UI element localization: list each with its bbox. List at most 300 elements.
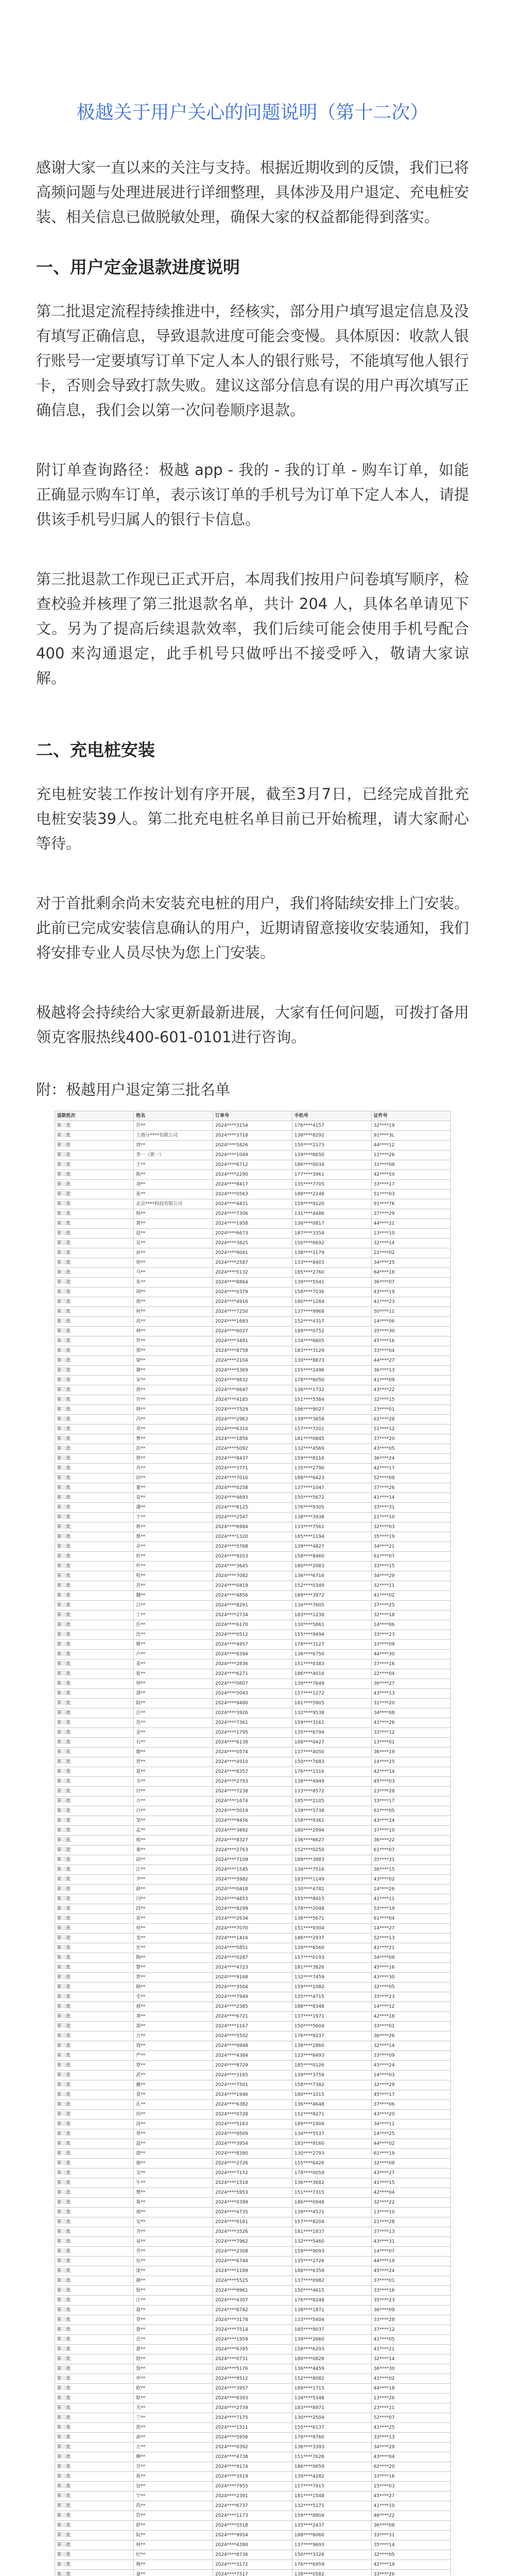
cell-name: 章**	[134, 2315, 213, 2325]
table-row	[55, 2257, 450, 2266]
cell-phone: 176****4157	[292, 1121, 371, 1131]
cell-order-no: 2024****7172	[213, 2168, 292, 2178]
table-row	[55, 1121, 450, 1131]
cell-phone: 137****9693	[292, 2540, 371, 2550]
cell-id-no: 50****11	[371, 1307, 450, 1317]
cell-id-no: 41****26	[371, 1718, 450, 1728]
cell-order-no: 2024****6310	[213, 1425, 292, 1434]
cell-order-no: 2024****8357	[213, 1767, 292, 1777]
cell-order-no: 2024****1958	[213, 1219, 292, 1229]
cell-order-no: 2024****5518	[213, 2521, 292, 2531]
cell-batch: 第三批	[55, 2384, 134, 2394]
cell-phone: 138****8292	[292, 1131, 371, 1141]
cell-order-no: 2024****7070	[213, 1924, 292, 1934]
cell-order-no: 2024****5176	[213, 2364, 292, 2374]
cell-phone: 157****7201	[292, 1425, 371, 1434]
cell-id-no: 13****26	[371, 2394, 450, 2403]
cell-phone: 176****1316	[292, 1767, 371, 1777]
cell-id-no: 41****09	[371, 1376, 450, 1385]
cell-order-no: 2024****1511	[213, 2423, 292, 2433]
cell-id-no: 34****29	[371, 2443, 450, 2452]
cell-order-no: 2024****3165	[213, 2071, 292, 2080]
cell-order-no: 2024****9832	[213, 1376, 292, 1385]
cell-phone: 137****1047	[292, 1483, 371, 1493]
cell-name: 蒋**	[134, 1522, 213, 1532]
cell-phone: 135****2437	[292, 2521, 371, 2531]
cell-id-no: 32****14	[371, 2041, 450, 2051]
cell-order-no: 2024****5092	[213, 1444, 292, 1454]
cell-order-no: 2024****8393	[213, 2394, 292, 2403]
cell-batch: 第三批	[55, 1150, 134, 1160]
cell-batch: 第三批	[55, 1571, 134, 1581]
cell-phone: 136****1732	[292, 1385, 371, 1395]
cell-phone: 136****5671	[292, 1914, 371, 1924]
table-row	[55, 1180, 450, 1190]
cell-batch: 第三批	[55, 1229, 134, 1239]
cell-batch: 第三批	[55, 1757, 134, 1767]
cell-id-no: 41****14	[371, 1493, 450, 1503]
cell-order-no: 2024****1683	[213, 1317, 292, 1327]
cell-name: 郭**	[134, 1297, 213, 1307]
table-row	[55, 1669, 450, 1679]
cell-id-no: 62****20	[371, 2462, 450, 2472]
cell-batch: 第三批	[55, 1327, 134, 1336]
cell-phone: 134****6605	[292, 1336, 371, 1346]
table-header-row	[55, 1111, 450, 1121]
cell-id-no: 33****28	[371, 2315, 450, 2325]
table-row	[55, 1728, 450, 1738]
cell-name: 廖**	[134, 1748, 213, 1757]
cell-order-no: 2024****9954	[213, 2531, 292, 2540]
cell-phone: 130****5861	[292, 1620, 371, 1630]
cell-phone: 136****3393	[292, 2443, 371, 2452]
cell-name: 聂**	[134, 2306, 213, 2315]
cell-order-no: 2024****6737	[213, 2501, 292, 2511]
cell-order-no: 2024****7238	[213, 1787, 292, 1797]
header-id-no: 证件号	[371, 1111, 450, 1121]
cell-order-no: 2024****0392	[213, 2443, 292, 2452]
cell-id-no: 33****26	[371, 2570, 450, 2576]
cell-order-no: 2024****8736	[213, 2550, 292, 2560]
cell-id-no: 61****07	[371, 1552, 450, 1562]
cell-batch: 第三批	[55, 2227, 134, 2237]
cell-batch: 第三批	[55, 2198, 134, 2208]
cell-order-no: 2024****2734	[213, 1611, 292, 1620]
cell-name: 孙**	[134, 1248, 213, 1258]
table-row	[55, 2159, 450, 2168]
cell-order-no: 2024****3718	[213, 1131, 292, 1141]
table-row	[55, 2149, 450, 2159]
table-row	[55, 2110, 450, 2120]
header-name: 姓名	[134, 1111, 213, 1121]
cell-name: 甘**	[134, 2462, 213, 2472]
table-row	[55, 1395, 450, 1405]
cell-id-no: 43****24	[371, 1816, 450, 1826]
table-row	[55, 1914, 450, 1924]
cell-id-no: 14****26	[371, 1885, 450, 1894]
table-row	[55, 1493, 450, 1503]
cell-batch: 第三批	[55, 1522, 134, 1532]
cell-batch: 第三批	[55, 2511, 134, 2521]
cell-phone: 150****5672	[292, 1493, 371, 1503]
cell-order-no: 2024****1959	[213, 2335, 292, 2345]
cell-batch: 第三批	[55, 1992, 134, 2002]
cell-phone: 152****8271	[292, 2110, 371, 2120]
cell-name: 邵**	[134, 2022, 213, 2031]
cell-phone: 155****9494	[292, 1630, 371, 1640]
cell-batch: 第三批	[55, 2002, 134, 2012]
table-row	[55, 1219, 450, 1229]
cell-name: 严**	[134, 2051, 213, 2061]
cell-id-no: 33****09	[371, 2051, 450, 2061]
cell-phone: 139****3658	[292, 1415, 371, 1425]
cell-phone: 132****5171	[292, 2501, 371, 2511]
cell-batch: 第三批	[55, 2452, 134, 2462]
cell-name: 上海分****有限公司	[134, 1131, 213, 1141]
table-row	[55, 1444, 450, 1454]
cell-batch: 第三批	[55, 2433, 134, 2443]
table-row	[55, 1356, 450, 1366]
cell-batch: 第三批	[55, 1131, 134, 1141]
cell-order-no: 2024****2793	[213, 1777, 292, 1787]
cell-phone: 150****3326	[292, 2550, 371, 2560]
cell-order-no: 2024****8758	[213, 1346, 292, 1356]
cell-name: 邓**	[134, 1425, 213, 1434]
table-row	[55, 1777, 450, 1787]
cell-order-no: 2024****8291	[213, 1601, 292, 1611]
table-row	[55, 1650, 450, 1659]
cell-order-no: 2024****0563	[213, 1190, 292, 1199]
table-row	[55, 1248, 450, 1258]
table-row	[55, 2051, 450, 2061]
cell-order-no: 2024****3892	[213, 1826, 292, 1836]
cell-order-no: 2024****0399	[213, 2198, 292, 2208]
cell-batch: 第三批	[55, 1336, 134, 1346]
cell-id-no: 43****04	[371, 2452, 450, 2462]
cell-name: 张**	[134, 1190, 213, 1199]
cell-batch: 第三批	[55, 1865, 134, 1875]
cell-id-no: 22****04	[371, 1669, 450, 1679]
cell-phone: 135****2790	[292, 1464, 371, 1473]
cell-name: 岳**	[134, 2335, 213, 2345]
cell-id-no: 41****15	[371, 2178, 450, 2188]
cell-phone: 158****8460	[292, 1552, 371, 1562]
cell-name: 任**	[134, 1620, 213, 1630]
cell-order-no: 2024****7016	[213, 1473, 292, 1483]
cell-order-no: 2024****4431	[213, 1199, 292, 1209]
table-row	[55, 1601, 450, 1611]
cell-id-no: 36****07	[371, 1278, 450, 1287]
cell-name: 罗**	[134, 1336, 213, 1346]
cell-id-no: 33****23	[371, 1630, 450, 1640]
table-row	[55, 1924, 450, 1934]
table-row	[55, 1836, 450, 1845]
cell-phone: 152****0349	[292, 1581, 371, 1591]
cell-id-no: 42****14	[371, 1767, 450, 1777]
cell-id-no: 44****21	[371, 1219, 450, 1229]
cell-batch: 第三批	[55, 2540, 134, 2550]
cell-id-no: 36****24	[371, 1454, 450, 1464]
cell-phone: 150****4615	[292, 2286, 371, 2296]
cell-phone: 139****4571	[292, 2208, 371, 2217]
cell-order-no: 2024****0379	[213, 1287, 292, 1297]
cell-name: 高**	[134, 1317, 213, 1327]
cell-phone: 137****9968	[292, 1307, 371, 1317]
cell-phone: 185****2105	[292, 1797, 371, 1806]
cell-order-no: 2024****9948	[213, 2041, 292, 2051]
header-phone: 手机号	[292, 1111, 371, 1121]
cell-batch: 第三批	[55, 1180, 134, 1190]
cell-name: 詹**	[134, 2364, 213, 2374]
table-row	[55, 2276, 450, 2286]
cell-id-no: 33****17	[371, 1797, 450, 1806]
cell-phone: 180****1284	[292, 1297, 371, 1307]
cell-batch: 第三批	[55, 1542, 134, 1552]
cell-id-no: 41****21	[371, 2345, 450, 2354]
cell-order-no: 2024****0512	[213, 1630, 292, 1640]
cell-batch: 第三批	[55, 1405, 134, 1415]
cell-name: 魏**	[134, 1591, 213, 1601]
cell-name: 龙**	[134, 1934, 213, 1943]
cell-phone: 132****4569	[292, 1444, 371, 1454]
cell-name: 纪**	[134, 2550, 213, 2560]
cell-phone: 155****6137	[292, 2423, 371, 2433]
cell-id-no: 44****27	[371, 1356, 450, 1366]
cell-order-no: 2024****1320	[213, 1532, 292, 1542]
cell-name: 陆**	[134, 1699, 213, 1708]
cell-batch: 第三批	[55, 2129, 134, 2139]
cell-batch: 第三批	[55, 2335, 134, 2345]
table-row	[55, 2139, 450, 2149]
cell-phone: 139****7649	[292, 1679, 371, 1689]
cell-batch: 第三批	[55, 1444, 134, 1454]
table-row	[55, 1767, 450, 1777]
cell-id-no: 45****24	[371, 2061, 450, 2071]
cell-batch: 第三批	[55, 1934, 134, 1943]
cell-phone: 136****6627	[292, 1836, 371, 1845]
cell-id-no: 14****25	[371, 2129, 450, 2139]
cell-batch: 第三批	[55, 2423, 134, 2433]
cell-order-no: 2024****6138	[213, 1738, 292, 1748]
cell-phone: 159****1082	[292, 1982, 371, 1992]
cell-phone: 130****4782	[292, 1885, 371, 1894]
cell-id-no: 45****16	[371, 1336, 450, 1346]
cell-phone: 183****1149	[292, 1875, 371, 1885]
cell-name: 尹**	[134, 1875, 213, 1885]
cell-phone: 159****9093	[292, 2247, 371, 2257]
cell-id-no: 37****29	[371, 1209, 450, 1219]
cell-name: 翟**	[134, 2345, 213, 2354]
table-row	[55, 2286, 450, 2296]
cell-order-no: 2024****5826	[213, 1141, 292, 1150]
cell-batch: 第三批	[55, 2110, 134, 2120]
cell-batch: 第三批	[55, 1826, 134, 1836]
cell-order-no: 2024****7501	[213, 2080, 292, 2090]
cell-batch: 第三批	[55, 1914, 134, 1924]
cell-batch: 第三批	[55, 2403, 134, 2413]
cell-id-no: 41****10	[371, 2501, 450, 2511]
cell-name: 董**	[134, 1483, 213, 1493]
cell-batch: 第三批	[55, 2247, 134, 2257]
table-row	[55, 2443, 450, 2452]
table-row	[55, 2531, 450, 2540]
cell-id-no: 32****29	[371, 2080, 450, 2090]
cell-id-no: 32****22	[371, 2198, 450, 2208]
table-row	[55, 2482, 450, 2492]
cell-order-no: 2024****9041	[213, 1248, 292, 1258]
cell-phone: 130****2504	[292, 2413, 371, 2423]
cell-id-no: 45****17	[371, 2090, 450, 2100]
cell-order-no: 2024****3926	[213, 1708, 292, 1718]
cell-name: 杨**	[134, 1209, 213, 1219]
cell-name: 史**	[134, 1943, 213, 1953]
cell-phone: 136****6750	[292, 1650, 371, 1659]
cell-phone: 178****0059	[292, 2168, 371, 2178]
cell-batch: 第三批	[55, 1982, 134, 1992]
table-row	[55, 1346, 450, 1356]
cell-batch: 第三批	[55, 1356, 134, 1366]
cell-name: 杜**	[134, 1552, 213, 1562]
cell-name: 贾**	[134, 1757, 213, 1767]
header-order-no: 订单号	[213, 1111, 292, 1121]
cell-name: 毛**	[134, 1992, 213, 2002]
cell-batch: 第三批	[55, 1121, 134, 1131]
cell-name: 曾**	[134, 1454, 213, 1464]
table-row	[55, 1513, 450, 1522]
table-row	[55, 1708, 450, 1718]
cell-phone: 178****9760	[292, 2433, 371, 2443]
cell-batch: 第三批	[55, 1718, 134, 1728]
cell-phone: 150****5604	[292, 2022, 371, 2031]
cell-order-no: 2024****4916	[213, 1297, 292, 1307]
cell-batch: 第三批	[55, 1767, 134, 1777]
cell-name: 朱**	[134, 1278, 213, 1287]
cell-phone: 150****6692	[292, 1239, 371, 1248]
cell-id-no: 13****01	[371, 1738, 450, 1748]
cell-id-no: 61****04	[371, 1914, 450, 1924]
cell-phone: 188****2248	[292, 1190, 371, 1199]
table-row	[55, 1376, 450, 1385]
cell-phone: 159****3161	[292, 1718, 371, 1728]
cell-phone: 152****4317	[292, 1317, 371, 1327]
table-row	[55, 1464, 450, 1473]
cell-order-no: 2024****7250	[213, 1307, 292, 1317]
cell-batch: 第三批	[55, 1748, 134, 1757]
table-row	[55, 2002, 450, 2012]
cell-order-no: 2024****4738	[213, 2452, 292, 2462]
cell-id-no: 33****04	[371, 1346, 450, 1356]
cell-name: 龚**	[134, 2012, 213, 2022]
cell-batch: 第三批	[55, 1307, 134, 1317]
cell-order-no: 2024****8299	[213, 1904, 292, 1914]
cell-name: 倪**	[134, 2286, 213, 2296]
cell-name: 樊**	[134, 2188, 213, 2198]
cell-order-no: 2024****9203	[213, 1552, 292, 1562]
cell-id-no: 44****02	[371, 2139, 450, 2149]
cell-id-no: 23****01	[371, 1405, 450, 1415]
cell-batch: 第三批	[55, 2168, 134, 2178]
cell-phone: 159****8804	[292, 2511, 371, 2521]
table-row	[55, 2394, 450, 2403]
table-row	[55, 1336, 450, 1346]
cell-batch: 第三批	[55, 1738, 134, 1748]
cell-phone: 132****5460	[292, 2237, 371, 2247]
cell-batch: 第三批	[55, 1963, 134, 1973]
cell-batch: 第三批	[55, 1297, 134, 1307]
cell-phone: 151****7315	[292, 2188, 371, 2198]
cell-order-no: 2024****4735	[213, 2208, 292, 2217]
cell-id-no: 43****22	[371, 1385, 450, 1395]
table-row	[55, 1865, 450, 1875]
cell-order-no: 2024****2391	[213, 2492, 292, 2501]
table-row	[55, 1875, 450, 1885]
cell-phone: 136****0817	[292, 1219, 371, 1229]
cell-batch: 第三批	[55, 2345, 134, 2354]
cell-phone: 181****1837	[292, 2227, 371, 2237]
table-row	[55, 2550, 450, 2560]
cell-order-no: 2024****5525	[213, 2276, 292, 2286]
cell-name: 黄**	[134, 1219, 213, 1229]
table-row	[55, 2423, 450, 2433]
cell-phone: 151****5384	[292, 1395, 371, 1405]
cell-id-no: 33****17	[371, 1180, 450, 1190]
cell-id-no: 14****12	[371, 2002, 450, 2012]
cell-batch: 第三批	[55, 1728, 134, 1738]
cell-name: 葛**	[134, 2198, 213, 2208]
table-row	[55, 1571, 450, 1581]
table-row	[55, 1982, 450, 1992]
cell-phone: 135****6794	[292, 1728, 371, 1738]
cell-id-no: 33****31	[371, 1503, 450, 1513]
table-row	[55, 2022, 450, 2031]
cell-batch: 第三批	[55, 2443, 134, 2452]
cell-phone: 189****1904	[292, 2120, 371, 2129]
cell-id-no: 45****16	[371, 1963, 450, 1973]
cell-name: 方**	[134, 1797, 213, 1806]
cell-id-no: 52****08	[371, 1473, 450, 1483]
cell-order-no: 2024****7306	[213, 1209, 292, 1219]
refund-list-table	[55, 1111, 451, 2576]
cell-batch: 第三批	[55, 1562, 134, 1571]
cell-batch: 第三批	[55, 1836, 134, 1845]
cell-name: 易**	[134, 2237, 213, 2247]
cell-id-no: 37****16	[371, 1659, 450, 1669]
table-row	[55, 1748, 450, 1757]
cell-name: 李一（第一）	[134, 1150, 213, 1160]
cell-phone: 183****3129	[292, 1346, 371, 1356]
cell-order-no: 2024****7529	[213, 1405, 292, 1415]
cell-order-no: 2024****6712	[213, 1160, 292, 1170]
cell-batch: 第三批	[55, 2492, 134, 2501]
cell-order-no: 2024****8394	[213, 1650, 292, 1659]
cell-batch: 第三批	[55, 1239, 134, 1248]
cell-phone: 136****3682	[292, 2178, 371, 2188]
cell-phone: 180****2994	[292, 1826, 371, 1836]
cell-name: 白**	[134, 1806, 213, 1816]
cell-id-no: 36****15	[371, 1865, 450, 1875]
cell-id-no: 37****01	[371, 2276, 450, 2286]
table-row	[55, 2403, 450, 2413]
table-row	[55, 1630, 450, 1640]
cell-id-no: 14****06	[371, 1620, 450, 1630]
cell-order-no: 2024****4693	[213, 1493, 292, 1503]
table-row	[55, 1483, 450, 1493]
table-row	[55, 2492, 450, 2501]
cell-order-no: 2024****3154	[213, 1121, 292, 1131]
cell-batch: 第三批	[55, 1816, 134, 1826]
cell-order-no: 2024****5502	[213, 2031, 292, 2041]
cell-batch: 第三批	[55, 2090, 134, 2100]
